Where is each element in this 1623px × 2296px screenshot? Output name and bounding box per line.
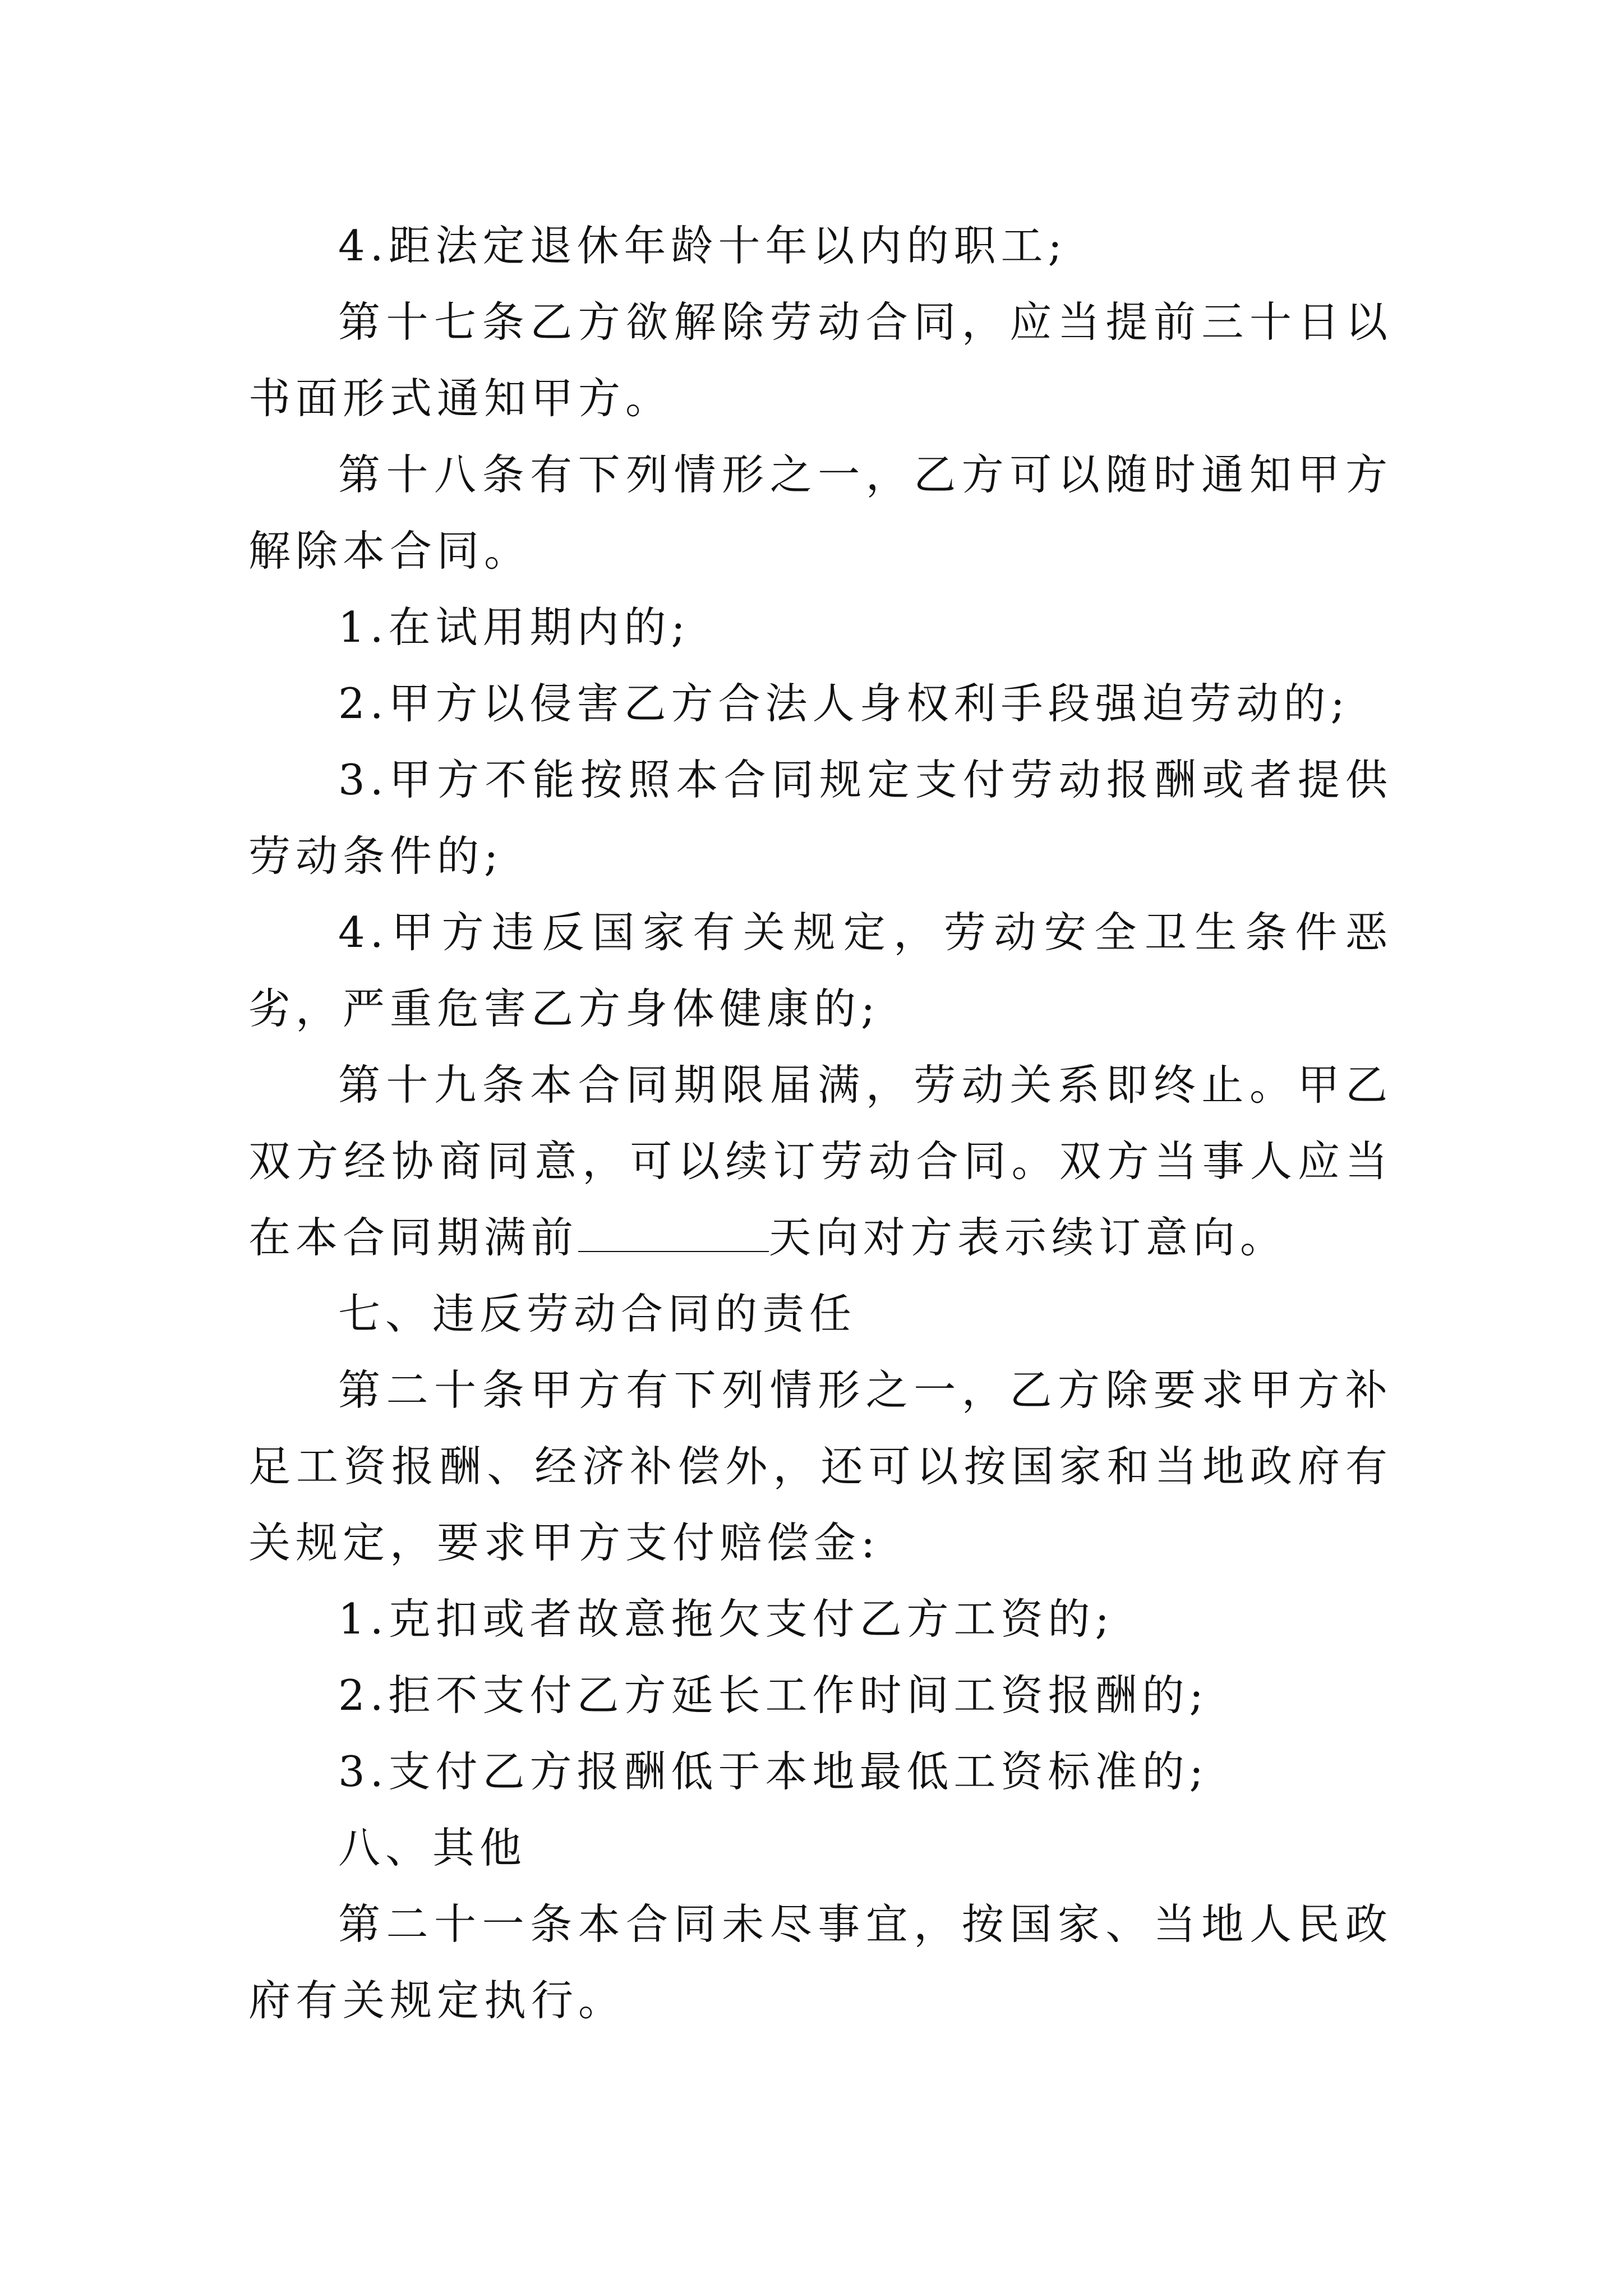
article-17: 第十七条乙方欲解除劳动合同，应当提前三十日以书面形式通知甲方。 xyxy=(248,297,1393,423)
fill-in-blank-days[interactable] xyxy=(578,1212,769,1252)
list-item: 2.甲方以侵害乙方合法人身权利手段强迫劳动的; xyxy=(338,679,1350,728)
list-item: 2.拒不支付乙方延长工作时间工资报酬的; xyxy=(338,1671,1209,1720)
list-item: 3.支付乙方报酬低于本地最低工资标准的; xyxy=(338,1747,1209,1796)
clause-item-retirement: 4.距法定退休年龄十年以内的职工; xyxy=(338,221,1067,270)
article-21: 第二十一条本合同未尽事宜，按国家、当地人民政府有关规定执行。 xyxy=(248,1899,1393,2025)
list-item: 4.甲方违反国家有关规定，劳动安全卫生条件恶劣，严重危害乙方身体健康的; xyxy=(248,908,1393,1033)
section-heading-other: 八、其他 xyxy=(338,1823,527,1872)
article-19-text-after: 天向对方表示续订意向。 xyxy=(769,1213,1288,1262)
article-18: 第十八条有下列情形之一，乙方可以随时通知甲方解除本合同。 xyxy=(248,450,1393,576)
article-20: 第二十条甲方有下列情形之一，乙方除要求甲方补足工资报酬、经济补偿外，还可以按国家和当地政府有关规定，要求甲方支付赔偿金: xyxy=(248,1365,1393,1567)
article-19-text-before: 第十九条本合同期限届满，劳动关系即终止。甲乙双方经协商同意，可以续订劳动合同。双方当事人应当在本合同期满前 xyxy=(248,1060,1393,1262)
list-item: 1.克扣或者故意拖欠支付乙方工资的; xyxy=(338,1594,1114,1644)
section-heading-liability: 七、违反劳动合同的责任 xyxy=(338,1289,857,1338)
list-item: 3.甲方不能按照本合同规定支付劳动报酬或者提供劳动条件的; xyxy=(248,755,1393,881)
list-item: 1.在试用期内的; xyxy=(338,602,690,652)
document-body xyxy=(248,208,1393,2039)
article-19 xyxy=(248,1047,1393,1276)
